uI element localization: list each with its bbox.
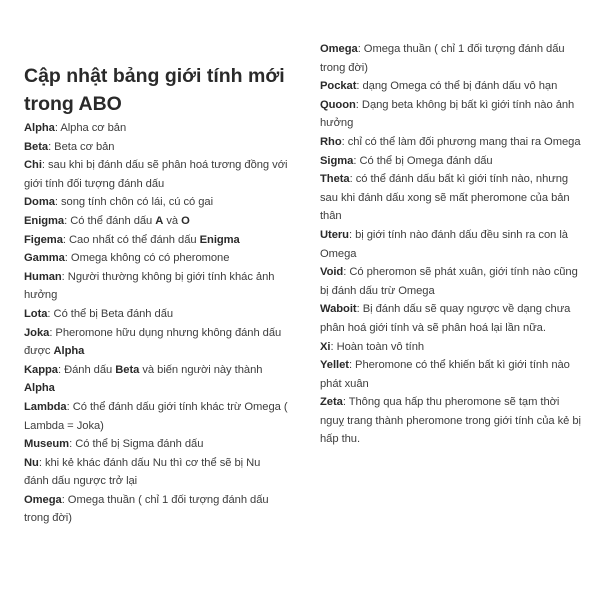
entry-description: : Người thường không bị giới tính khác ảnh hưởng <box>24 270 275 302</box>
entry-term: Nu <box>24 456 39 469</box>
entry-description: : Có thể bị Sigma đánh dấu <box>69 438 204 451</box>
entry-description: : chỉ có thể làm đối phương mang thai ra Omega <box>341 135 581 148</box>
entry-description: : song tính chôn có lái, cú có gai <box>54 196 214 209</box>
entry-description: : Dạng beta không bị bất kì giới tính nào ảnh hưởng <box>320 98 575 130</box>
list-item <box>24 231 288 250</box>
list-item <box>320 263 582 300</box>
list-item <box>320 152 582 171</box>
list-item <box>24 138 288 157</box>
entry-term: Lota <box>24 307 48 320</box>
entry-description: : Pheromone có thể khiến bất kì giới tính nào phát xuân <box>320 359 570 390</box>
entry-term: Enigma <box>24 214 65 227</box>
list-item <box>24 491 288 528</box>
list-item <box>320 300 582 337</box>
right-entry-list <box>320 40 582 449</box>
entry-term: Alpha <box>24 122 55 134</box>
list-item <box>24 435 288 454</box>
list-item <box>24 398 288 435</box>
entry-description: : Bị đánh dấu sẽ quay ngược về dạng chưa phân hoá giới tính và sẽ phân hoá lại lần nữa. <box>320 303 571 334</box>
list-item <box>24 324 288 361</box>
entry-description: : Có pheromon sẽ phát xuân, giới tính nào cũng bị đánh dấu trừ Omega <box>320 266 578 297</box>
entry-highlight: Alpha <box>24 382 55 395</box>
list-item <box>320 226 582 263</box>
entry-description: : Beta cơ bản <box>48 140 115 153</box>
list-item <box>320 356 582 393</box>
entry-description: : Đánh dấu <box>57 363 116 376</box>
left-entry-list <box>24 119 288 528</box>
entry-term: Doma <box>24 196 55 209</box>
list-item <box>24 361 288 398</box>
entry-description: : Omega không có có pheromone <box>64 252 230 265</box>
entry-description: : dạng Omega có thể bị đánh dấu vô hạn <box>356 80 558 93</box>
entry-term: Museum <box>24 438 70 451</box>
entry-term: Rho <box>320 135 342 148</box>
list-item <box>320 393 582 449</box>
entry-description: và <box>163 214 182 227</box>
entry-description: : bị giới tính nào đánh dấu đều sinh ra con là Omega <box>320 228 568 260</box>
entry-description: : có thể đánh dấu bất kì giới tính nào, nhưng sau khi đánh dấu xong sẽ mất pheromone của bản thân <box>320 173 570 223</box>
entry-description: : khi kẻ khác đánh dấu Nu thì cơ thể sẽ bị Nu đánh dấu ngược trở lại <box>24 456 261 488</box>
entry-term: Joka <box>24 326 50 339</box>
entry-description: : sau khi bị đánh dấu sẽ phân hoá tương đồng với giới tính đối tượng đánh dấu <box>24 159 288 190</box>
list-item <box>24 119 288 138</box>
entry-term: Waboit <box>320 303 357 316</box>
entry-term: Omega <box>24 493 62 506</box>
entry-description: : Hoàn toàn vô tính <box>330 340 425 353</box>
list-item <box>24 454 288 491</box>
list-item <box>24 156 288 193</box>
entry-term: Quoon <box>320 98 356 111</box>
entry-term: Human <box>24 270 62 283</box>
entry-highlight: Alpha <box>53 345 85 358</box>
entry-description: : Omega thuần ( chỉ 1 đối tượng đánh dấu trong đời) <box>320 43 565 74</box>
list-item <box>320 170 582 226</box>
entry-term: Beta <box>24 140 49 153</box>
entry-term: Yellet <box>320 359 349 372</box>
entry-term: Pockat <box>320 80 357 93</box>
list-item <box>24 305 288 324</box>
entry-term: Lambda <box>24 400 67 413</box>
entry-description: : Thông qua hấp thu pheromone sẽ tạm thời nguỵ trang thành pheromone trong giới tính của kẻ bị hấp thu. <box>320 396 581 446</box>
list-item <box>24 212 288 231</box>
list-item <box>24 193 288 212</box>
list-item <box>320 338 582 357</box>
entry-term: Zeta <box>320 396 343 409</box>
entry-highlight: Beta <box>115 363 140 376</box>
entry-highlight: O <box>181 214 190 227</box>
entry-description: : Có thể bị Omega đánh dấu <box>353 154 493 167</box>
entry-term: Uteru <box>320 228 349 241</box>
entry-highlight: A <box>155 214 164 227</box>
entry-term: Sigma <box>320 154 354 167</box>
entry-highlight: Enigma <box>199 233 240 246</box>
entry-description: : Cao nhất có thể đánh dấu <box>62 233 200 246</box>
list-item <box>320 40 582 77</box>
entry-description: : Có thể đánh dấu giới tính khác trừ Omega ( Lambda = Joka) <box>24 400 288 432</box>
entry-term: Figema <box>24 233 63 246</box>
entry-description: : Alpha cơ bản <box>54 122 127 134</box>
entry-description: : Có thể bị Beta đánh dấu <box>47 307 174 320</box>
entry-description: : Omega thuần ( chỉ 1 đối tượng đánh dấu trong đời) <box>24 493 269 525</box>
list-item <box>320 77 582 96</box>
entry-description: : Pheromone hữu dụng nhưng không đánh dấu được <box>24 326 282 358</box>
list-item <box>24 249 288 268</box>
entry-term: Chi <box>24 159 42 172</box>
page-title: Cập nhật bảng giới tính mới trong ABO <box>24 65 285 115</box>
entry-term: Xi <box>320 340 331 353</box>
entry-term: Gamma <box>24 252 65 265</box>
entry-term: Theta <box>320 173 350 186</box>
entry-term: Kappa <box>24 363 58 376</box>
entry-description: : Có thể đánh dấu <box>64 214 156 227</box>
list-item <box>24 268 288 305</box>
entry-term: Void <box>320 266 344 279</box>
entry-description: và biến người này thành <box>139 363 263 376</box>
list-item <box>320 133 582 152</box>
entry-term: Omega <box>320 43 358 55</box>
list-item <box>320 96 582 133</box>
